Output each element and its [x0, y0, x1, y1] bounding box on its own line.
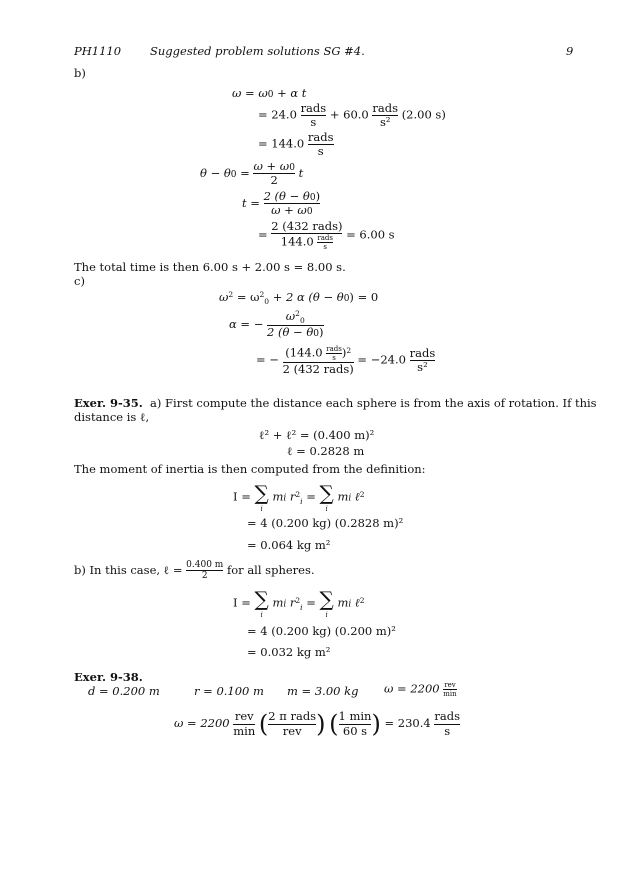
exer-938-label: Exer. 9-38.	[74, 670, 143, 684]
eq-c1: $\omega^2 = \omega^2_0 + 2$ α (θ − θ0) = 0	[219, 290, 379, 306]
exer-938-r: r = 0.100 m	[194, 684, 264, 698]
exer-935-line3: The moment of inertia is then computed from the definition:	[74, 462, 426, 476]
eq-935-2: ℓ = 0.2828 m	[287, 444, 365, 458]
eq-935-4: = 4 (0.200 kg) (0.2828 m)²	[247, 516, 404, 530]
eq-b1: ω = ω0 + α t	[232, 86, 307, 100]
part-b-label: b)	[74, 66, 86, 80]
eq-935-1: ℓ² + ℓ² = (0.400 m)²	[259, 428, 375, 442]
exer-935-line2: distance is ℓ,	[74, 410, 150, 424]
eq-b5: t = $\frac{2 (\theta - \theta 0)}{\omega + \omega 0}$	[242, 189, 321, 218]
eq-b3: = 144.0 $\frac{\text{rads}}{s}$	[258, 130, 334, 159]
exer-935-part-b: b) In this case, ℓ = $\frac{0.400 m}{2}$ for all spheres.	[74, 560, 315, 582]
eq-c2: α = − $\frac{\omega^2_0}{2 (\theta - \theta 0)}$	[229, 309, 324, 340]
eq-935-8: = 0.032 kg m²	[247, 645, 331, 659]
page-number: 9	[566, 44, 574, 58]
eq-938: ω = 2200 $\frac{\text{rev}}{\min}$ ( $\frac{\text{2 π rads}}{\text{rev}}$ ) ( $\frac{1 \min}{60 s}$ ) = 230.4 $\frac{\text{rads}}{s}$	[174, 709, 460, 738]
total-time-text: The total time is then 6.00 s + 2.00 s = 8.00 s.	[74, 260, 346, 274]
eq-b6: = 2 (432 rads) 144.0 $\frac{\text{rads}}{s}$ = 6.00 s	[258, 219, 395, 252]
exer-938-d: d = 0.200 m	[88, 684, 160, 698]
eq-935-3: I = ∑ i mi $r^2_i$ = ∑ i mi ℓ$^2$	[233, 481, 365, 513]
exer-938-w: ω = 2200 $\frac{\text{rev}}{\min}$	[384, 681, 457, 699]
eq-b4: θ − θ0 = $\frac{\omega + \omega 0}{2}$ t	[200, 159, 304, 188]
eq-935-5: = 0.064 kg m²	[247, 538, 331, 552]
eq-935-6: I = ∑ i mi $r^2_i$ = ∑ i mi ℓ$^2$	[233, 587, 365, 619]
course-code: PH1110	[74, 44, 122, 58]
page-title: Suggested problem solutions SG #4.	[150, 44, 365, 58]
part-c-label: c)	[74, 274, 85, 288]
eq-b2: = 24.0 $\frac{\text{rads}}{s}$ + 60.0 $\frac{\text{rads}}{\text{s²}}$ (2.00 s)	[258, 101, 446, 130]
exer-935-line1: Exer. 9-35. a) First compute the distance each sphere is from the axis of rotation. If this	[74, 396, 597, 410]
eq-c3: = − (144.0 $\frac{\text{rads}}{s}$ )$^2$ 2 (432 rads) = −24.0 $\frac{\text{rads}}{\text{s²}}$	[256, 345, 436, 377]
eq-935-7: = 4 (0.200 kg) (0.200 m)²	[247, 624, 396, 638]
exer-938-m: m = 3.00 kg	[287, 684, 359, 698]
